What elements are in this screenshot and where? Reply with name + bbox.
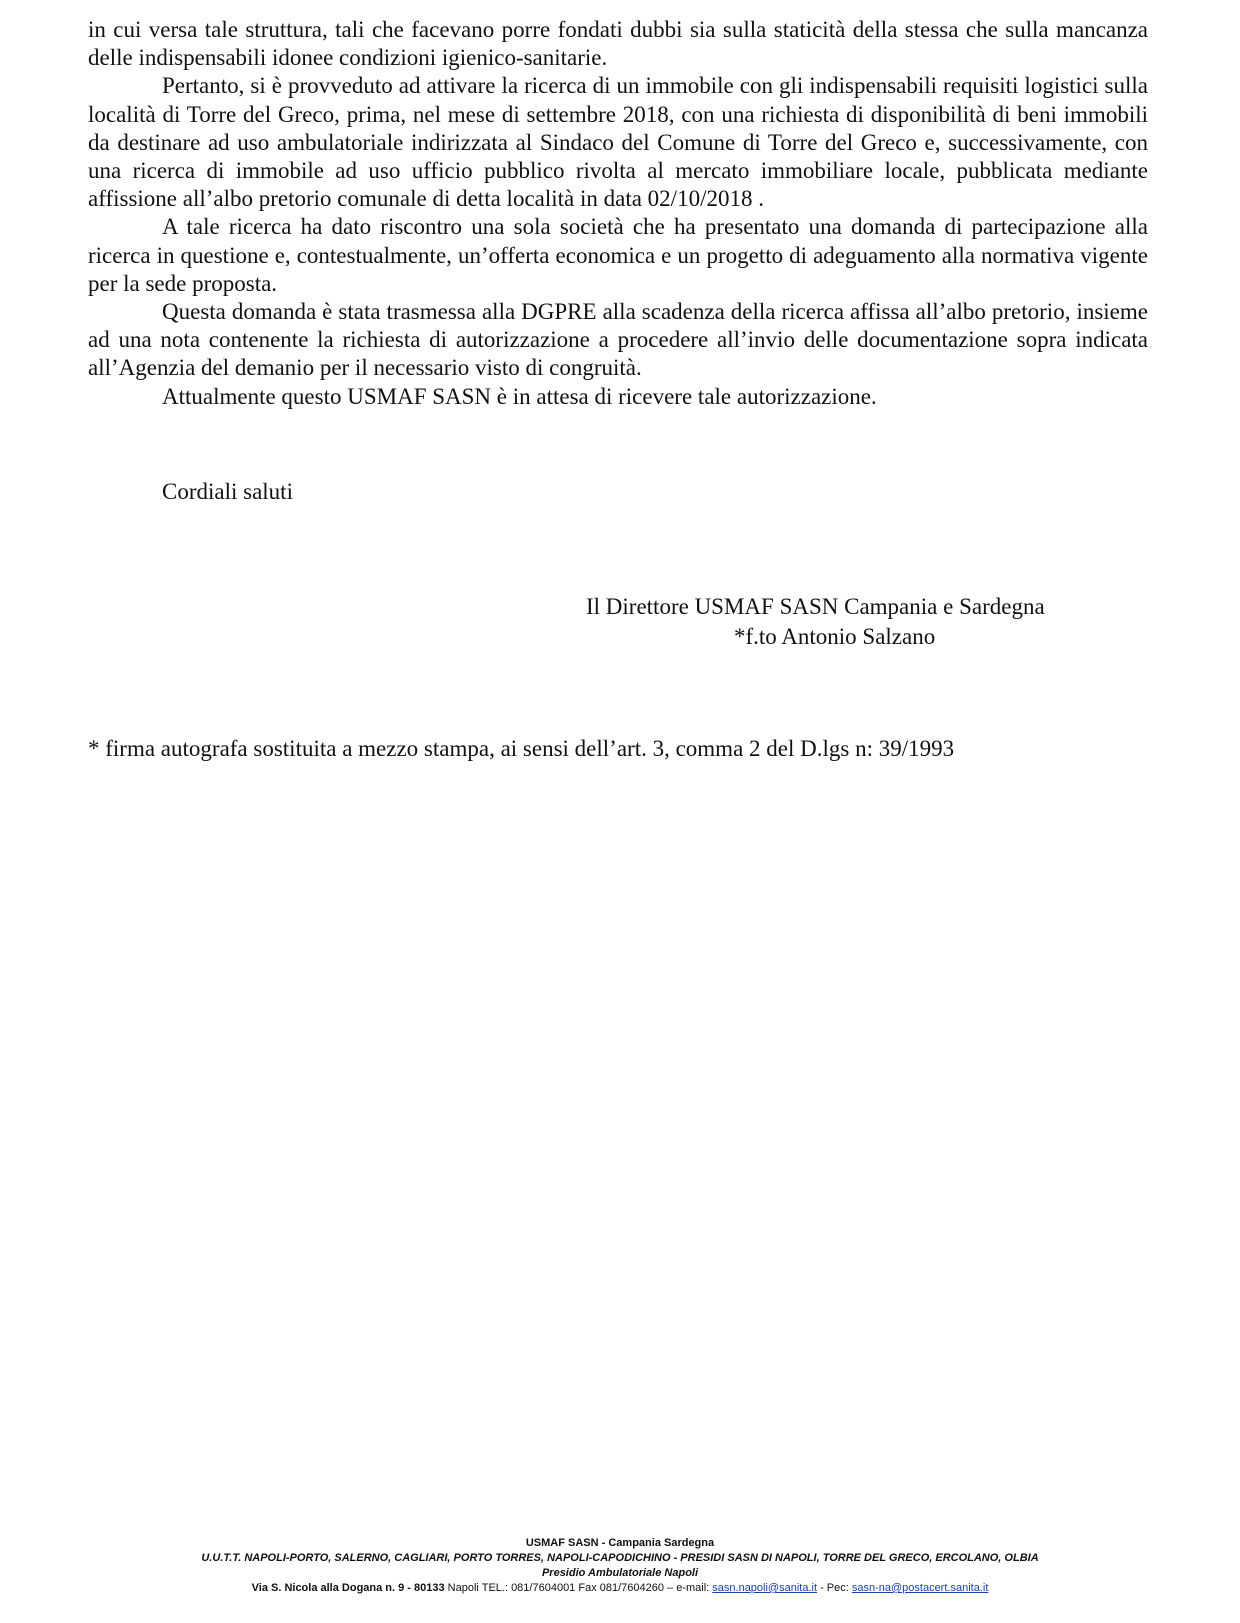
paragraph-company-response: A tale ricerca ha dato riscontro una sola società che ha presentato una domanda di partecipazione alla ricerca in questione e, contestualmente, un’offerta economica e un progetto di adeguamento alla normativa vigente per la sede proposta. bbox=[88, 214, 1148, 296]
footer-pec-link[interactable]: sasn-na@postacert.sanita.it bbox=[851, 1582, 989, 1594]
footer-presidio: Presidio Ambulatoriale Napoli bbox=[541, 1567, 699, 1579]
signature-name: *f.to Antonio Salzano bbox=[734, 624, 936, 649]
paragraph-property-search: Pertanto, si è provveduto ad attivare la ricerca di un immobile con gli indispensabili requisiti logistici sulla località di Torre del Greco, prima, nel mese di settembre 2018, con una richiesta di disponibilità di beni immobili da destinare ad uso ambulatoriale indirizzata al Sindaco del Comune di Torre del Greco e, successivamente, con una ricerca di immobile ad uso ufficio pubblico rivolta al mercato immobiliare locale, pubblicata mediante affissione all’albo pretorio comunale di detta località in data 02/10/2018 . bbox=[88, 73, 1148, 212]
closing-greeting: Cordiali saluti bbox=[162, 479, 293, 504]
letterhead-footer bbox=[120, 1536, 1120, 1596]
letter-body bbox=[88, 16, 1148, 411]
signature-block bbox=[586, 592, 1106, 652]
footer-phone-fax: Napoli TEL.: 081/7604001 Fax 081/7604260 – e-mail: bbox=[444, 1582, 713, 1594]
footer-title: USMAF SASN - Campania Sardegna bbox=[525, 1537, 715, 1549]
footer-address: Via S. Nicola alla Dogana n. 9 - 80133 bbox=[251, 1582, 445, 1594]
footer-contacts-line bbox=[120, 1581, 1120, 1596]
paragraph-awaiting-authorization: Attualmente questo USMAF SASN è in attesa di ricevere tale autorizzazione. bbox=[162, 383, 877, 409]
signature-title: Il Direttore USMAF SASN Campania e Sardegna bbox=[586, 594, 1045, 619]
footer-pec-label: - Pec: bbox=[817, 1582, 852, 1594]
paragraph-continuation: in cui versa tale struttura, tali che facevano porre fondati dubbi sia sulla staticità della stessa che sulla mancanza delle indispensabili idonee condizioni igienico-sanitarie. bbox=[88, 17, 1148, 71]
footer-offices: U.U.T.T. NAPOLI-PORTO, SALERNO, CAGLIARI, PORTO TORRES, NAPOLI-CAPODICHINO - PRESIDI SASN DI NAPOLI, TORRE DEL GRECO, ERCOLANO, OLBIA bbox=[201, 1552, 1039, 1564]
paragraph-dgpre-transmission: Questa domanda è stata trasmessa alla DGPRE alla scadenza della ricerca affissa all’albo pretorio, insieme ad una nota contenente la richiesta di autorizzazione a procedere all’invio delle documentazione sopra indicata all’Agenzia del demanio per il necessario visto di congruità. bbox=[88, 299, 1148, 381]
footnote: * firma autografa sostituita a mezzo stampa, ai sensi dell’art. 3, comma 2 del D.lgs n: 39/1993 bbox=[88, 736, 955, 761]
footer-email-link[interactable]: sasn.napoli@sanita.it bbox=[712, 1582, 818, 1594]
